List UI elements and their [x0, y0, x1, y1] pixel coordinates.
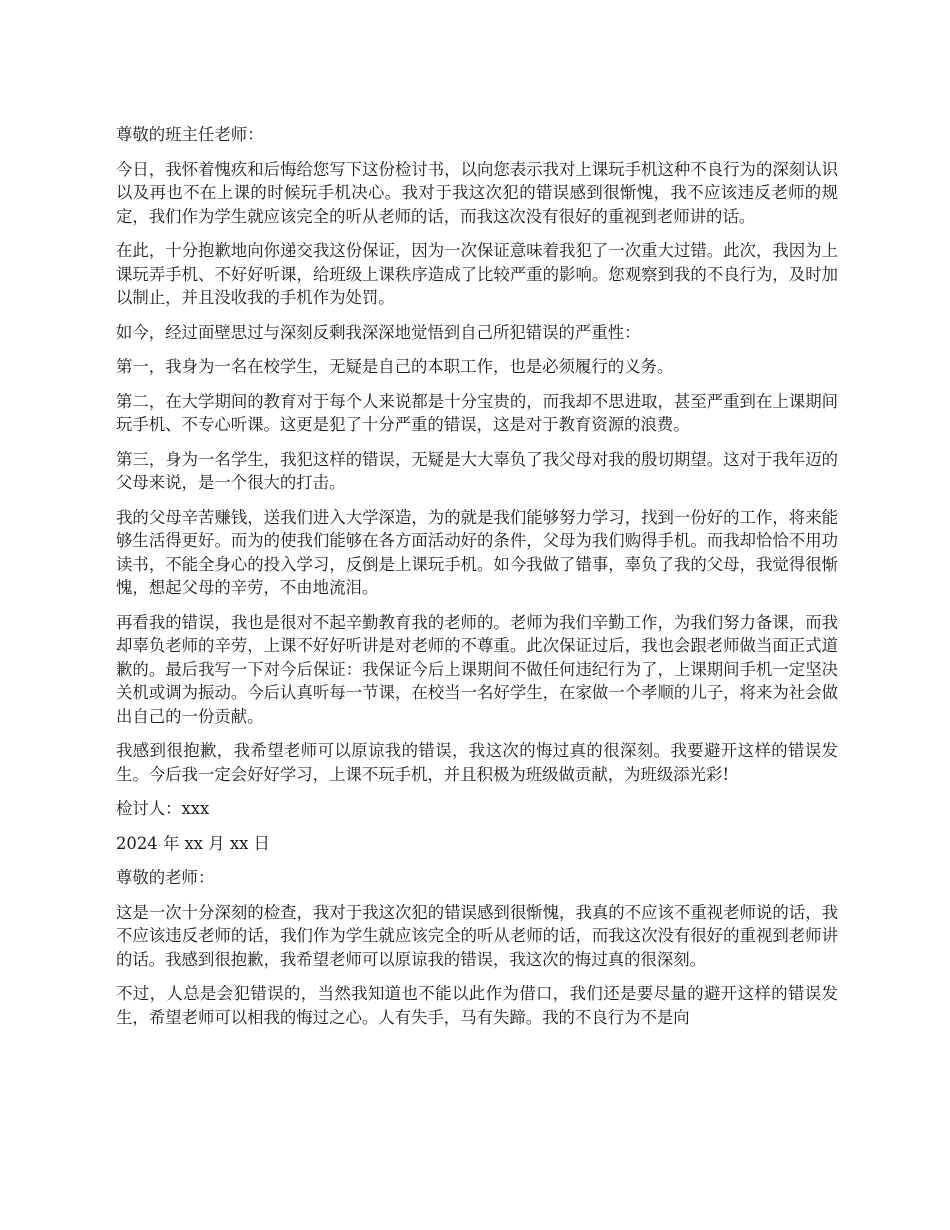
paragraph-second-letter-continued: 不过，人总是会犯错误的，当然我知道也不能以此作为借口，我们还是要尽量的避开这样的错误发生，希望老师可以相我的悔过之心。人有失手，马有失蹄。我的不良行为不是向	[116, 984, 838, 1027]
salutation-head-teacher: 尊敬的班主任老师：	[116, 125, 264, 144]
paragraph-first-point: 第一，我身为一名在校学生，无疑是自己的本职工作，也是必须履行的义务。	[116, 357, 674, 376]
paragraph-third-point: 第三，身为一名学生，我犯这样的错误，无疑是大大辜负了我父母对我的殷切期望。这对于我年迈的父母来说，是一个很大的打击。	[116, 449, 838, 492]
paragraph-guarantee: 在此，十分抱歉地向你递交我这份保证，因为一次保证意味着我犯了一次重大过错。此次，我因为上课玩弄手机、不好好听课，给班级上课秩序造成了比较严重的影响。您观察到我的不良行为，及时加以制止，并且没收我的手机作为处罚。	[116, 241, 838, 307]
document-body	[116, 123, 838, 1029]
salutation-teacher: 尊敬的老师：	[116, 868, 215, 887]
signature-date: 2024 年 xx 月 xx 日	[116, 833, 270, 853]
paragraph-second-point: 第二，在大学期间的教育对于每个人来说都是十分宝贵的，而我却不思进取，甚至严重到在上课期间玩手机、不专心听课。这更是犯了十分严重的错误，这是对于教育资源的浪费。	[116, 391, 838, 434]
paragraph-apology: 我感到很抱歉，我希望老师可以原谅我的错误，我这次的悔过真的很深刻。我要避开这样的错误发生。今后我一定会好好学习，上课不玩手机，并且积极为班级做贡献，为班级添光彩!	[116, 741, 838, 784]
signature-author: 检讨人：xxx	[116, 799, 210, 818]
paragraph-teachers: 再看我的错误，我也是很对不起辛勤教育我的老师的。老师为我们辛勤工作，为我们努力备课，而我却辜负老师的辛劳，上课不好好听讲是对老师的不尊重。此次保证过后，我也会跟老师做当面正式道歉的。最后我写一下对今后保证：我保证今后上课期间不做任何违纪行为了，上课期间手机一定坚决关机或调为振动。今后认真听每一节课，在校当一名好学生，在家做一个孝顺的儿子，将来为社会做出自己的一份贡献。	[116, 612, 838, 726]
paragraph-reflection: 如今，经过面壁思过与深刻反剩我深深地觉悟到自己所犯错误的严重性：	[116, 322, 641, 342]
paragraph-second-letter-intro: 这是一次十分深刻的检查，我对于我这次犯的错误感到很惭愧，我真的不应该不重视老师说的话，我不应该违反老师的话，我们作为学生就应该完全的听从老师的话，而我这次没有很好的重视到老师讲的话。我感到很抱歉，我希望老师可以原谅我的错误，我这次的悔过真的很深刻。	[116, 902, 838, 969]
paragraph-intro: 今日，我怀着愧疚和后悔给您写下这份检讨书，以向您表示我对上课玩手机这种不良行为的深刻认识以及再也不在上课的时候玩手机决心。我对于我这次犯的错误感到很惭愧，我不应该违反老师的规定，我们作为学生就应该完全的听从老师的话，而我这次没有很好的重视到老师讲的话。	[116, 159, 838, 226]
paragraph-parents: 我的父母辛苦赚钱，送我们进入大学深造，为的就是我们能够努力学习，找到一份好的工作，将来能够生活得更好。而为的使我们能够在各方面活动好的条件，父母为我们购得手机。而我却恰恰不用功读书，不能全身心的投入学习，反倒是上课玩手机。如今我做了错事，辜负了我的父母，我觉得很惭愧，想起父母的辛劳，不由地流泪。	[116, 507, 838, 597]
